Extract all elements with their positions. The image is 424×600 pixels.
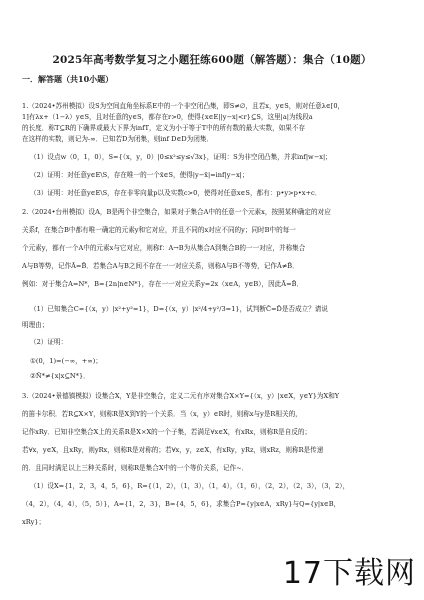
problem-1-line: 1]有λx+（1−λ）y∈S，且对任意的y∈S，都存在r>0，使得{x∈E||y−x|<r}⊆S，这里|a|为线段a [22, 113, 313, 121]
page-title: 2025年高考数学复习之小题狂练600题（解答题）：集合（10题） [52, 54, 372, 66]
problem-1-part-1: （1）设点w（0，1，0），S={（x，y，0）|0≤x²≤y≤√3x}，证明：S为非空闭凸集，并求inf|w−x|； [30, 153, 332, 161]
problem-3-line: （4，2），（4，4），（5，5）}，A={1，2，3}，B={4，5，6}，求集合P={y|x∈A，xRy}与Q={y|x∈B， [22, 500, 341, 508]
watermark-logo: 17下载网 [282, 556, 416, 591]
problem-3-line: xRy}； [22, 518, 46, 526]
problem-2-line: 个元素y，都有一个A中的元素x与它对应，则称f：A→B为从集合A到集合B的一一对应，并称集合 [22, 244, 306, 252]
problem-2-line: A与B等势，记作Ā=B̄．若集合A与B之间不存在一一对应关系，则称A与B不等势，记作Ā≠B̄． [22, 262, 299, 270]
problem-2-part-1: （1）已知集合C={（x，y）|x²+y²=1}，D={（x，y）|x²/4+y²/3=1}，试判断C̄=D̄是否成立？请说 [30, 305, 328, 313]
problem-2-part-2: （2）证明： [30, 338, 68, 346]
problem-2-line: 关系f，在集合B中都有唯一确定的元素y和它对应，并且不同的x对应不同的y；同时B中的每一 [22, 226, 296, 234]
problem-1-line: 1.（2024•苏州模拟）设S为空间直角坐标系E中的一个非空闭凸集，即S≠∅，且若x，y∈S，则对任意λ∈[0， [22, 102, 345, 110]
problem-1-line: 在这样的实数，则记为-∞．已知若D为闭集，则inf D∈D为闭集． [22, 135, 214, 143]
section-heading: 一．解答题（共10小题） [22, 74, 114, 84]
problem-1-part-3: （3）证明：对任意y∈E\S，存在非零向量p以及实数c>0，使得对任意x∈S，都有：p•y>p•x+c． [30, 189, 322, 197]
problem-3-line: 若∀x，y∈X，且xRy，则yRx，则称R是对称的；若∀x，y，z∈X，有xRy，yRz，则xRz，则称R是传递 [22, 446, 324, 454]
problem-2-line: 例如：对于集合A=N*，B={2n|n∈N*}，存在一一对应关系y=2x（x∈A，y∈B），因此Ā=B̄． [22, 280, 304, 288]
problem-2-line: 2.（2024•台州模拟）设A，B是两个非空集合，如果对于集合A中的任意一个元素x，按照某种确定的对应 [22, 208, 331, 216]
problem-3-line: 记作xRy．已知非空集合X上的关系R是X×X的一个子集，若满足∀x∈X，有xRx，则称R是自反的； [22, 428, 312, 436]
problem-3-part-1: （1）设X={1，2，3，4，5，6}，R={（1，2），（1，3），（1，4），（1，6），（2，2），（2，3），（3，2）， [30, 482, 350, 490]
problem-3-line: 的笛卡尔积．若R⊆X×Y，则称R是X到Y的一个关系．当（x，y）∈R时，则称x与y是R相关的， [22, 410, 302, 418]
problem-1-part-2: （2）证明：对任意y∈E\S，存在唯一的一个x̄∈S，使得|y−x̄|=inf|y−x|； [30, 171, 249, 179]
problem-3-line: 的．且同时满足以上三种关系时，则称R是集合X中的一个等价关系，记作~． [22, 464, 249, 472]
problem-2-item-2: ②N̄*≠{x|x⊆N*}． [30, 372, 90, 380]
problem-2-line: 明理由； [22, 321, 49, 329]
problem-2-item-1: ①(0，1)=(−∞，+∞)； [30, 357, 102, 365]
problem-1-line: 的长度．称T⊆R的下确界或最大下界为infT，定义为小于等于T中的所有数的最大实数，如果不存 [22, 124, 306, 132]
problem-3-line: 3.（2024•景德镇模拟）设集合X，Y是非空集合，定义二元有序对集合X×Y={（x，y）|x∈X，y∈Y}为X和Y [22, 392, 340, 400]
